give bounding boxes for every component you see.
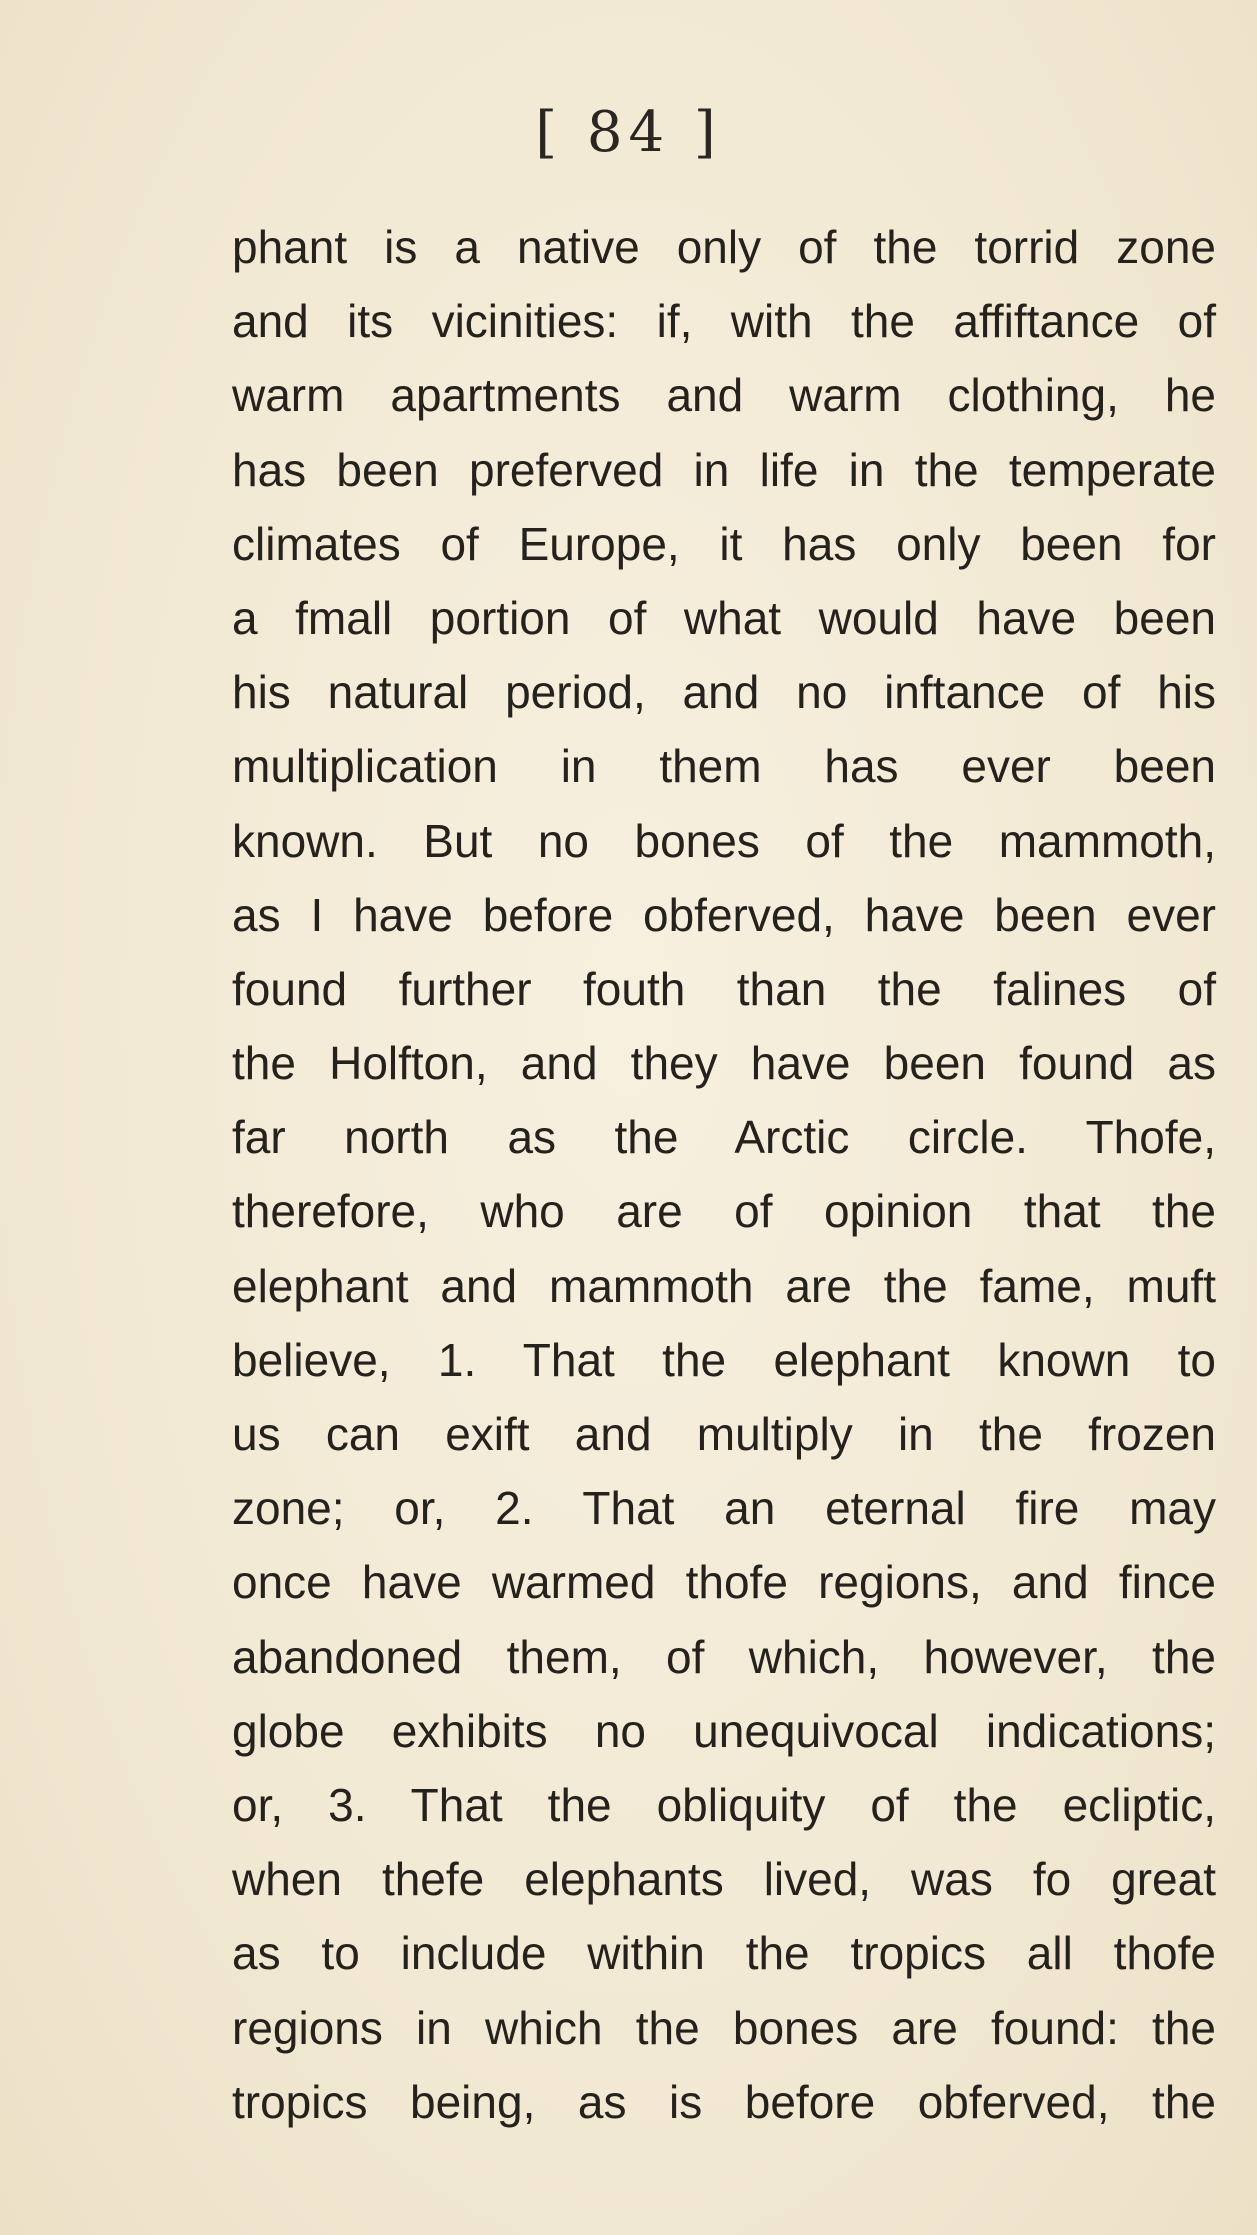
body-text: [232, 210, 1216, 2139]
text-line-14: therefore, who are of opinion that the: [232, 1185, 1216, 1238]
text-line-17: us can exift and multiply in the frozen: [232, 1408, 1216, 1460]
text-line-3: warm apartments and warm clothing, he: [232, 369, 1216, 422]
text-line-23: when thefe elephants lived, was fo great: [232, 1853, 1216, 1906]
text-line-21: globe exhibits no unequivocal indications;: [232, 1704, 1216, 1757]
text-line-18: zone; or, 2. That an eternal fire may: [232, 1482, 1216, 1535]
text-line-13: far north as the Arctic circle. Thofe,: [232, 1111, 1216, 1164]
text-line-10: as I have before obferved, have been ever: [232, 888, 1216, 941]
text-line-12: the Holfton, and they have been found as: [232, 1037, 1216, 1090]
text-line-2: and its vicinities: if, with the affiftance of: [232, 295, 1216, 348]
text-line-11: found further fouth than the falines of: [232, 962, 1216, 1015]
text-line-7: his natural period, and no inftance of his: [232, 666, 1216, 719]
page-number: [ 84 ]: [535, 100, 722, 165]
text-line-1: phant is a native only of the torrid zone: [232, 221, 1216, 273]
text-line-25: regions in which the bones are found: the: [232, 2001, 1216, 2054]
text-line-15: elephant and mammoth are the fame, muft: [232, 1259, 1216, 1312]
text-line-26: tropics being, as is before obferved, the: [232, 2075, 1216, 2128]
text-line-24: as to include within the tropics all thofe: [232, 1927, 1216, 1980]
text-line-6: a fmall portion of what would have been: [232, 591, 1216, 644]
text-line-19: once have warmed thofe regions, and fince: [232, 1556, 1216, 1609]
text-line-4: has been preferved in life in the temperate: [232, 443, 1216, 496]
text-line-20: abandoned them, of which, however, the: [232, 1630, 1216, 1683]
text-line-22: or, 3. That the obliquity of the ecliptic,: [232, 1778, 1216, 1831]
text-line-16: believe, 1. That the elephant known to: [232, 1333, 1216, 1386]
text-line-9: known. But no bones of the mammoth,: [232, 814, 1216, 867]
text-line-5: climates of Europe, it has only been for: [232, 517, 1216, 570]
text-line-8: multiplication in them has ever been: [232, 740, 1216, 793]
